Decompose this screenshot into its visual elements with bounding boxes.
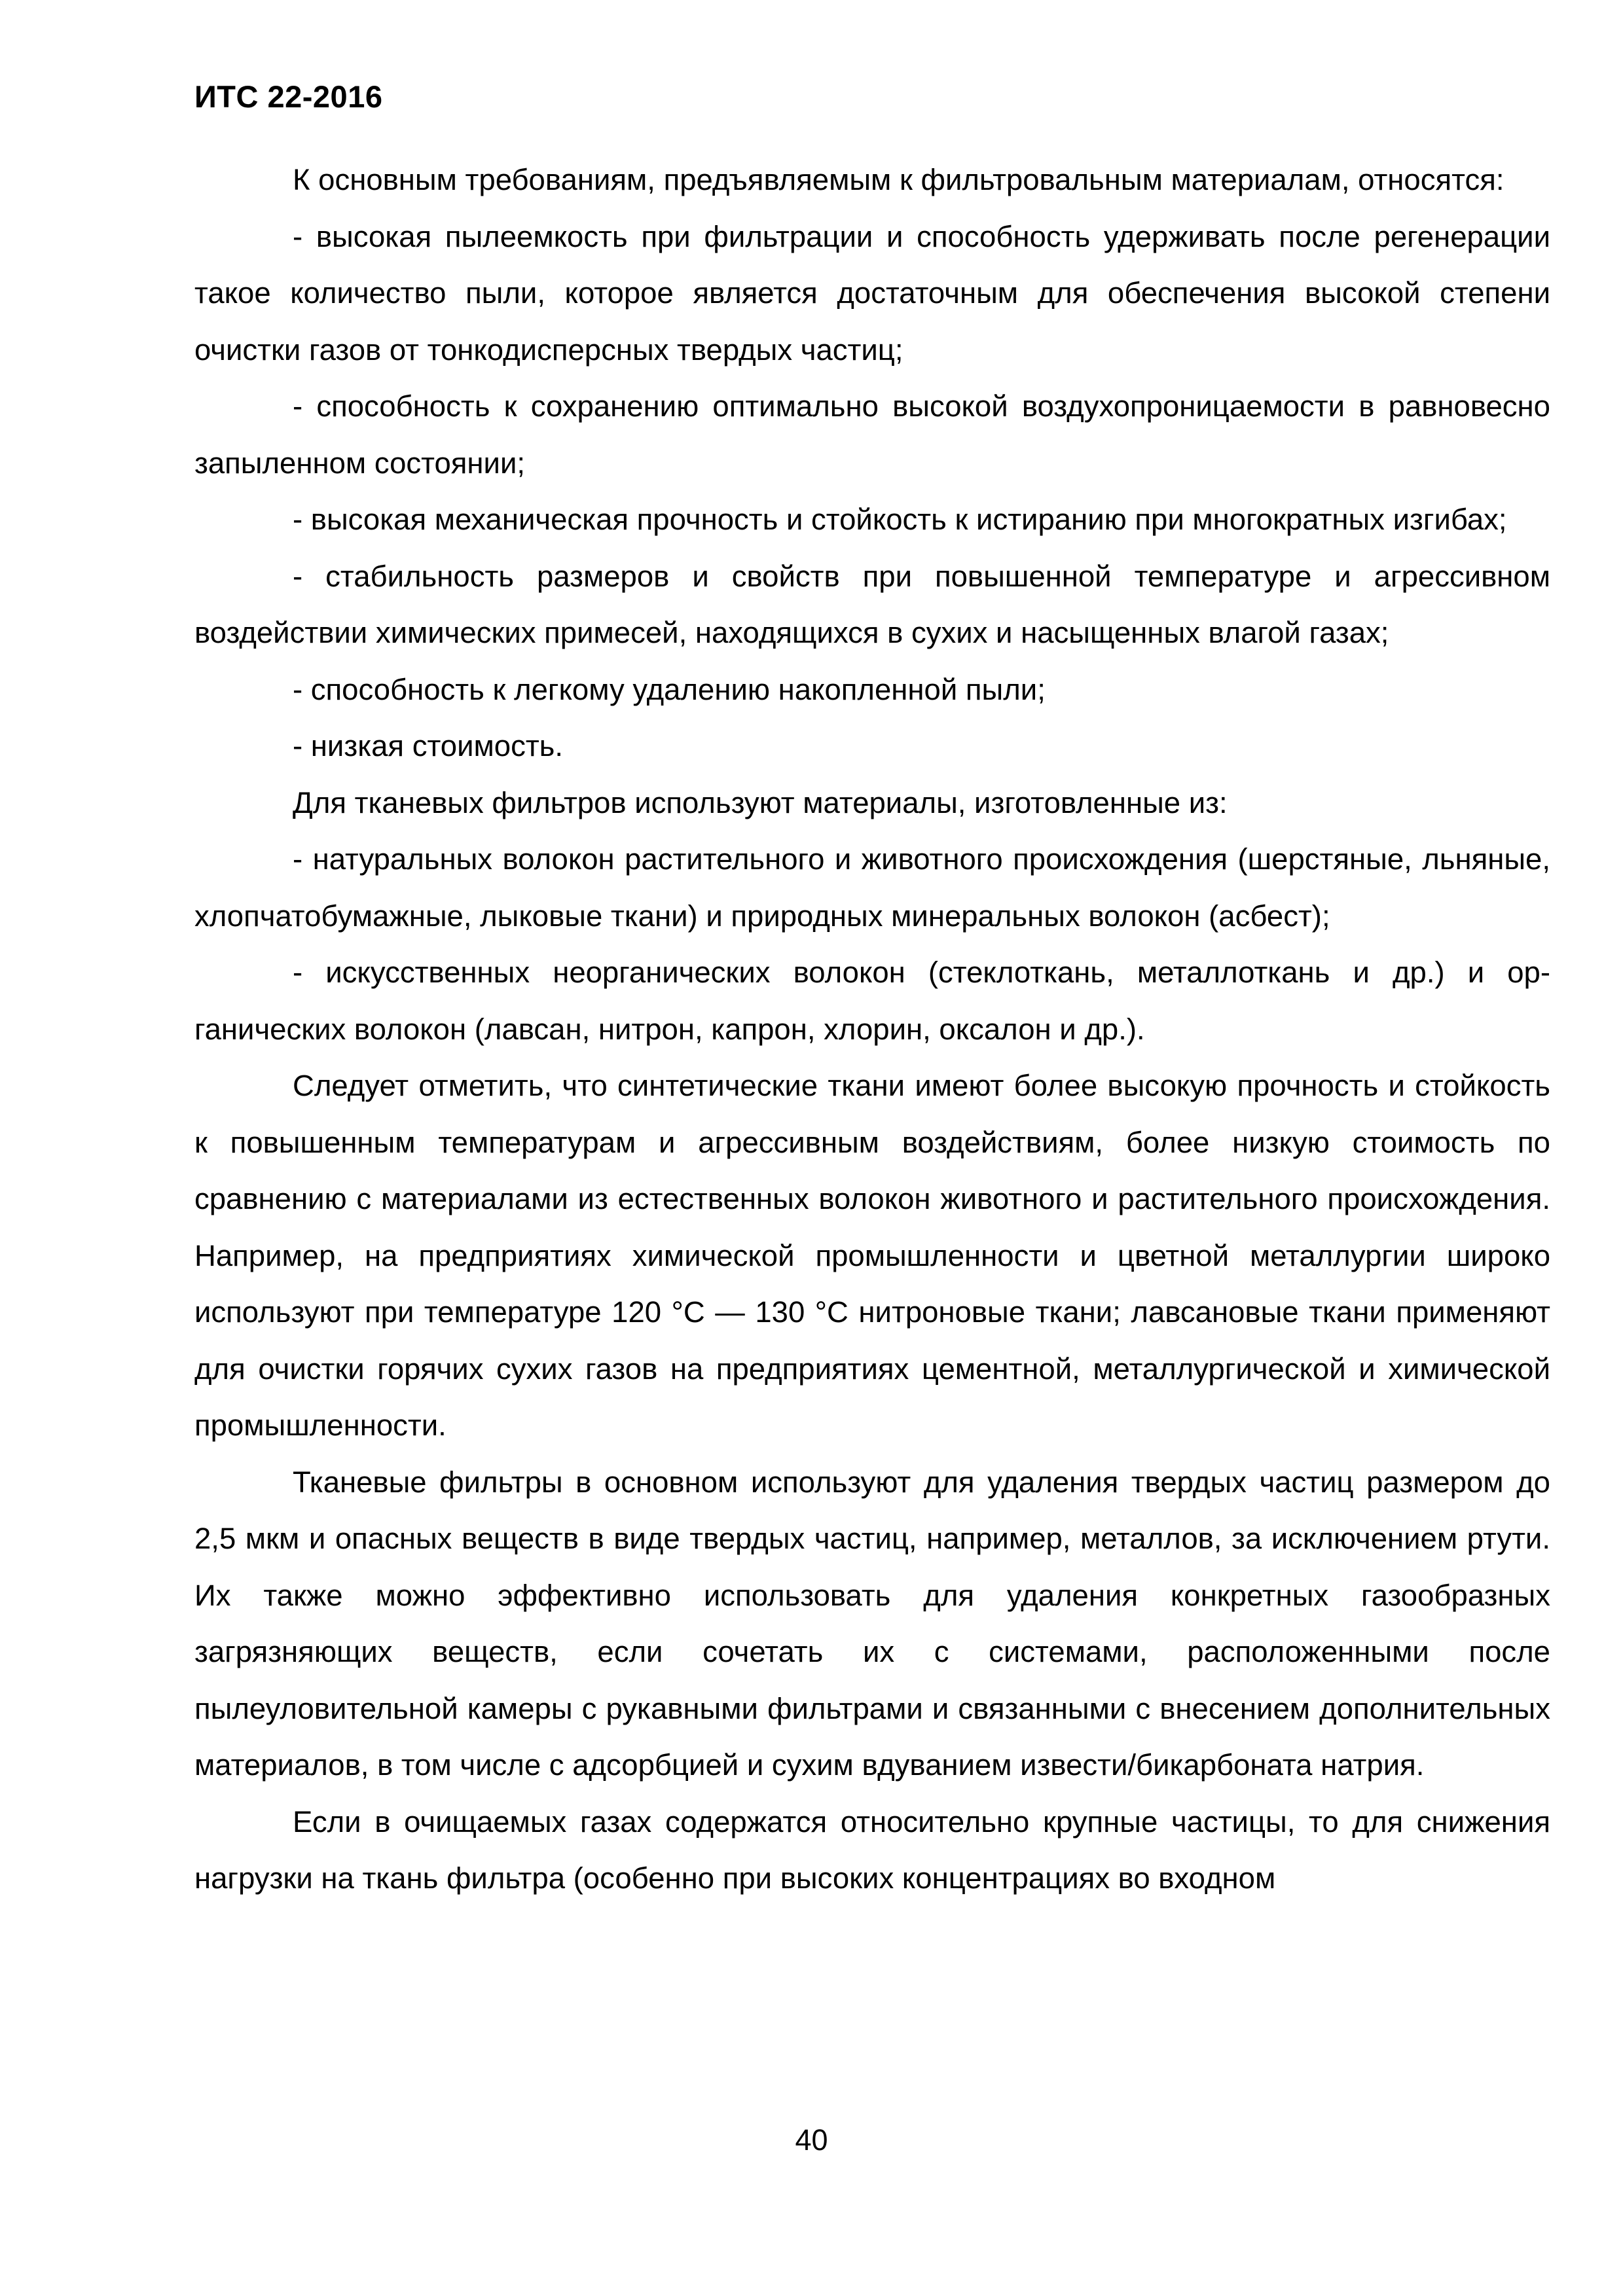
paragraph: Для тканевых фильтров используют материалы, изготовленные из: <box>293 785 1228 819</box>
paragraph: К основным требованиям, предъявляемым к фильтровальным материалам, относятся: <box>293 163 1504 196</box>
paragraph: - способность к сохранению оптимально высокой воздухопроницаемости в равновесно запыленном состоянии; <box>194 389 1550 480</box>
paragraph: Тканевые фильтры в основном используют для удаления твердых частиц размером до 2,5 мкм и опасных веществ в виде твердых частиц, например, металлов, за исключением ртути. Их также можно эффективно использовать для удаления конкретных газообразных загрязняющих веществ, если сочетать их с системами, расположенными после пылеуловительной камеры с рукавными фильтрами и связанными с внесением дополнительных материалов, в том числе с адсорбцией и сухим вдуванием извести/бикарбоната натрия. <box>194 1465 1550 1782</box>
paragraph: Если в очищаемых газах содержатся относительно крупные частицы, то для снижения нагрузки на ткань фильтра (особенно при высоких концентрациях во входном <box>194 1804 1550 1895</box>
paragraph: - искусственных неорганических волокон (стеклоткань, металлоткань и др.) и органических волокон (лавсан, нитрон, капрон, хлорин, оксалон и др.). <box>194 956 1550 1046</box>
document-header: ИТС 22-2016 <box>194 79 383 114</box>
paragraph: Следует отметить, что синтетические ткани имеют более высокую прочность и стойкость к повышенным температурам и агрессивным воздействиям, более низкую стоимость по сравнению с материалами из естественных волокон животного и растительного происхождения. Например, на предприятиях химической промышленности и цветной металлургии широко используют при температуре 120 °С — 130 °С нитроновые ткани; лавсановые ткани применяют для очистки горячих сухих газов на предприятиях цементной, металлургической и химической промышленности. <box>194 1069 1550 1442</box>
paragraph: - низкая стоимость. <box>293 729 564 762</box>
document-body <box>194 152 1550 1907</box>
paragraph: - высокая пылеемкость при фильтрации и способность удерживать после регенерации такое количество пыли, которое является достаточным для обеспечения высокой степени очистки газов от тонкодисперсных твердых частиц; <box>194 219 1550 367</box>
paragraph: - стабильность размеров и свойств при повышенной температуре и агрессивном воздействии химических примесей, находящихся в сухих и насыщенных влагой газах; <box>194 559 1550 649</box>
paragraph: - способность к легкому удалению накопленной пыли; <box>293 672 1046 706</box>
page-number: 40 <box>795 2123 828 2157</box>
paragraph: - натуральных волокон растительного и животного происхождения (шерстяные, льняные, хлопчатобумажные, лыковые ткани) и природных минеральных волокон (асбест); <box>194 842 1550 933</box>
paragraph: - высокая механическая прочность и стойкость к истиранию при многократных изгибах; <box>293 503 1507 536</box>
